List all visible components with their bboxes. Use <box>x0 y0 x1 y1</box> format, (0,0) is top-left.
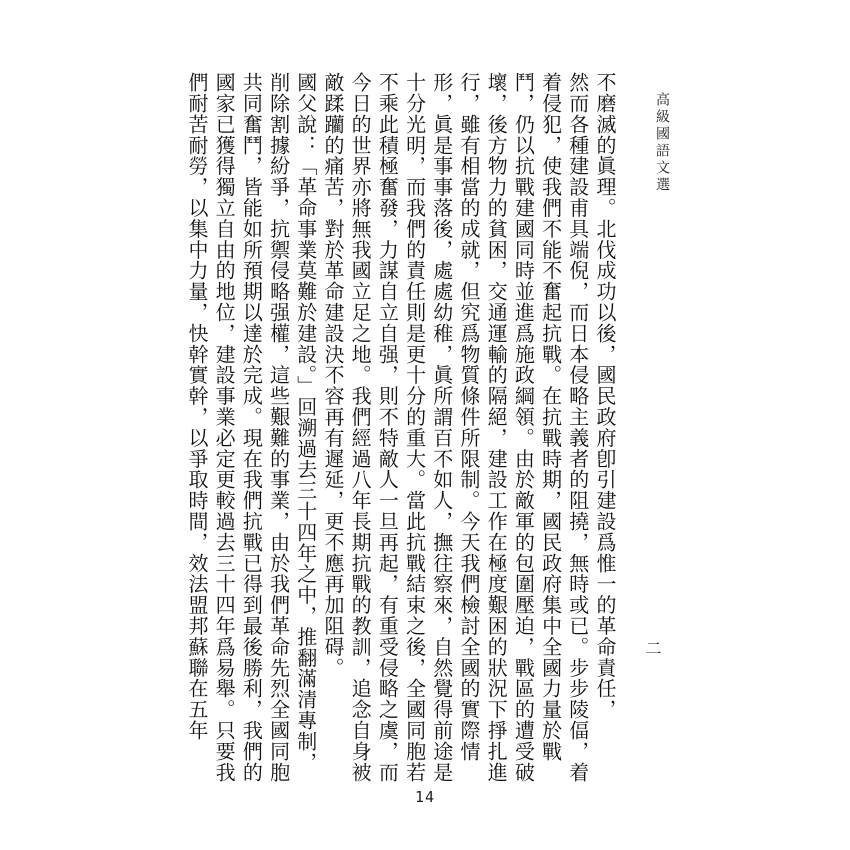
body-opening-line: 不磨滅的眞理。北伐成功以後，國民政府卽引建設爲惟一的革命責任， <box>593 72 617 720</box>
running-header-book-title: 高級國語文選 <box>654 92 670 194</box>
footer-page-number: 14 <box>414 788 436 806</box>
body-paragraph-2: 國父說：「革命事業莫難於建設。」回溯過去三十四年之中，推翻滿清專制，削除割據紛爭，抗禦侵略强權，這些艱難的事業，由於我們革命先烈全國同胞共同奮鬥，皆能如所預期以達於完成。現在我們抗戰已得到最後勝利，我們的國家已獲得獨立自由的地位，建設事業必定更較過去三十四年爲易舉。只要我們耐苦耐勞，以集中力量，快幹實幹，以爭取時間，效法盟邦蘇聯在五年 <box>184 72 318 783</box>
body-paragraph-1: 然而各種建設甫具端倪，而日本侵略主義者的阻撓，無時或已。步步陵偪，着着侵犯，使我們不能不奮起抗戰。在抗戰時期，國民政府集中全國力量於戰鬥，仍以抗戰建國同時並進爲施政綱領。由於敵軍的包圍壓迫，戰區的遭受破壞，後方物力的貧困，交通運輸的隔絕，建設工作在極度艱困的狀況下掙扎進行，雖有相當的成就，但究爲物質條件所限制。今天我們檢討全國的實際情形，眞是事事落後，處處幼稚，眞所謂百不如人，撫往察來，自然覺得前途是十分光明，而我們的責任則是更十分的重大。當此抗戰結束之後，全國同胞若不乘此積極奮發，力謀自立自强，則不特敵人一旦再起，有重受侵略之虞，而今日的世界亦將無我國立足之地。我們經過八年長期抗戰的教訓，追念自身被敵蹂躪的痛苦，對於革命建設決不容再有遲延，更不應再加阻碍。 <box>320 72 590 783</box>
running-header-page-numeral: 二 <box>643 640 662 656</box>
vertical-body-text <box>184 72 618 792</box>
